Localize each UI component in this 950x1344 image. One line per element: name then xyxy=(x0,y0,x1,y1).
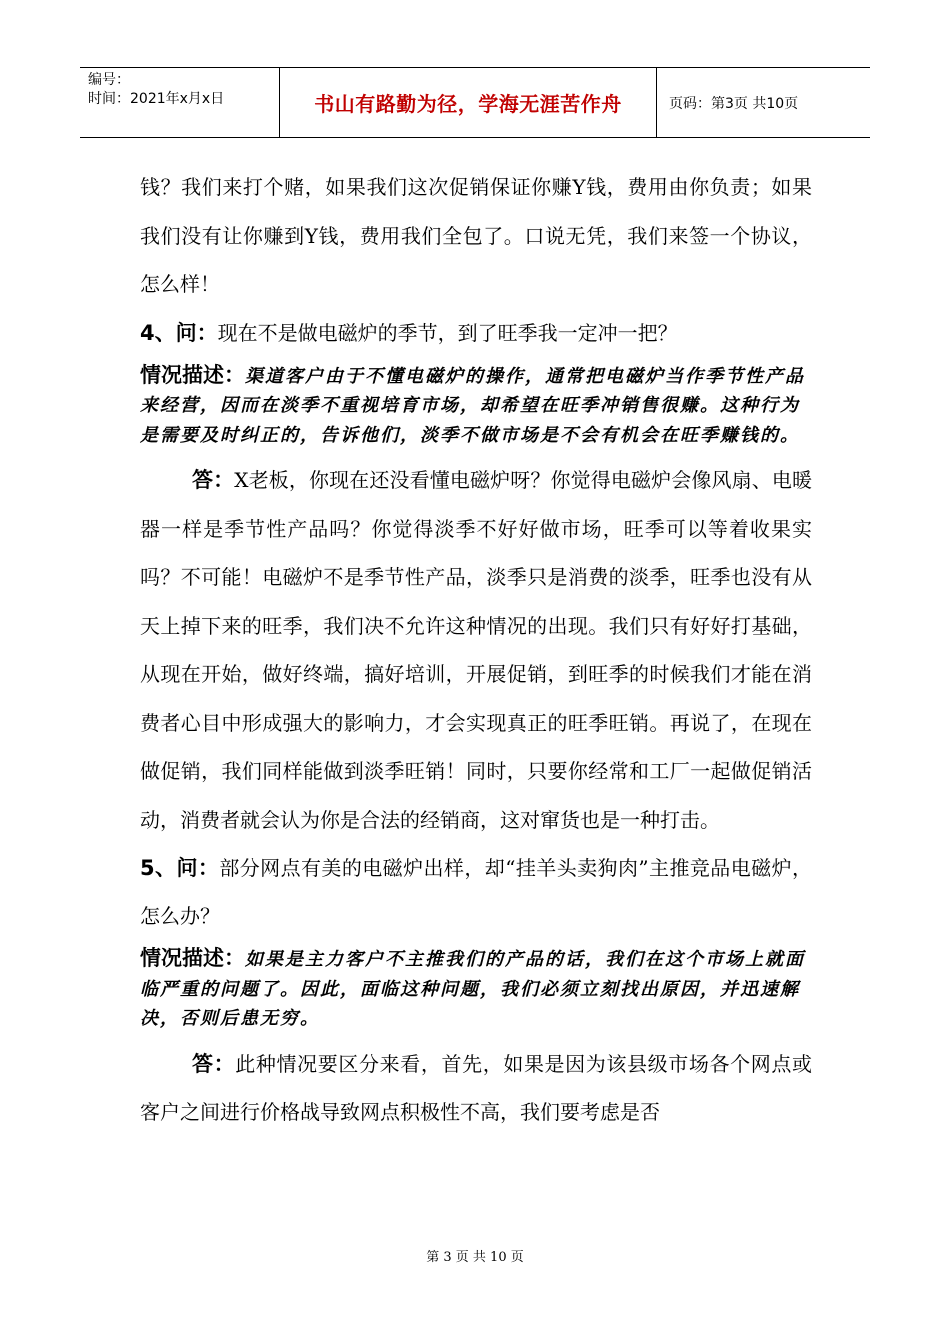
answer-4-text: X老板，你现在还没看懂电磁炉呀？你觉得电磁炉会像风扇、电暖器一样是季节性产品吗？你觉得淡季不好好做市场，旺季可以等着收果实吗？不可能！电磁炉不是季节性产品，淡季只是消费的淡季，旺季也没有从天上掉下来的旺季，我们决不允许这种情况的出现。我们只有好好打基础，从现在开始，做好终端，搞好培训，开展促销，到旺季的时候我们才能在消费者心目中形成强大的影响力，才会实现真正的旺季旺销。再说了，在现在做促销，我们同样能做到淡季旺销！同时，只要你经常和工厂一起做促销活动，消费者就会认为你是合法的经销商，这对窜货也是一种打击。 xyxy=(140,468,812,832)
situation-4-text: 渠道客户由于不懂电磁炉的操作，通常把电磁炉当作季节性产品来经营，因而在淡季不重视培育市场，却希望在旺季冲销售很赚。这种行为是需要及时纠正的，告诉他们，淡季不做市场是不会有机会在旺季赚钱的。 xyxy=(140,365,805,446)
page-footer: 第 3 页 共 10 页 xyxy=(426,1250,524,1265)
answer-5-label: 答： xyxy=(192,1051,236,1076)
question-4-label: 4、问： xyxy=(140,320,218,345)
question-4 xyxy=(140,309,812,357)
question-5 xyxy=(140,844,812,940)
document-body xyxy=(140,163,812,1137)
answer-4-label: 答： xyxy=(192,468,235,492)
header-time-label: 时间：2021年x月x日 xyxy=(88,91,225,107)
answer-5-text: 此种情况要区分来看，首先，如果是因为该县级市场各个网点或客户之间进行价格战导致网点积极性不高，我们要考虑是否 xyxy=(140,1051,813,1124)
header-motto: 书山有路勤为径，学海无涯苦作舟 xyxy=(280,68,657,137)
answer-4 xyxy=(140,456,812,844)
situation-5-label: 情况描述： xyxy=(140,946,245,970)
document-header xyxy=(80,67,870,138)
situation-5 xyxy=(140,944,812,1034)
situation-4 xyxy=(140,361,812,451)
header-number-label: 编号： xyxy=(88,72,130,88)
answer-5 xyxy=(140,1040,812,1137)
situation-5-text: 如果是主力客户不主推我们的产品的话，我们在这个市场上就面临严重的问题了。因此，面临这种问题，我们必须立刻找出原因，并迅速解决，否则后患无穷。 xyxy=(140,949,805,1029)
header-page-info: 页码：第3页 共10页 xyxy=(669,95,799,112)
question-4-text: 现在不是做电磁炉的季节，到了旺季我一定冲一把？ xyxy=(217,320,678,345)
question-5-label: 5、问： xyxy=(140,856,220,880)
intro-paragraph: 钱？我们来打个赌，如果我们这次促销保证你赚Y钱，费用由你负责；如果我们没有让你赚到Y钱，费用我们全包了。口说无凭，我们来签一个协议，怎么样！ xyxy=(140,175,812,296)
situation-4-label: 情况描述： xyxy=(140,362,245,387)
question-5-text: 部分网点有美的电磁炉出样，却“挂羊头卖狗肉”主推竞品电磁炉，怎么办？ xyxy=(140,856,812,928)
header-meta-cell xyxy=(80,68,280,137)
